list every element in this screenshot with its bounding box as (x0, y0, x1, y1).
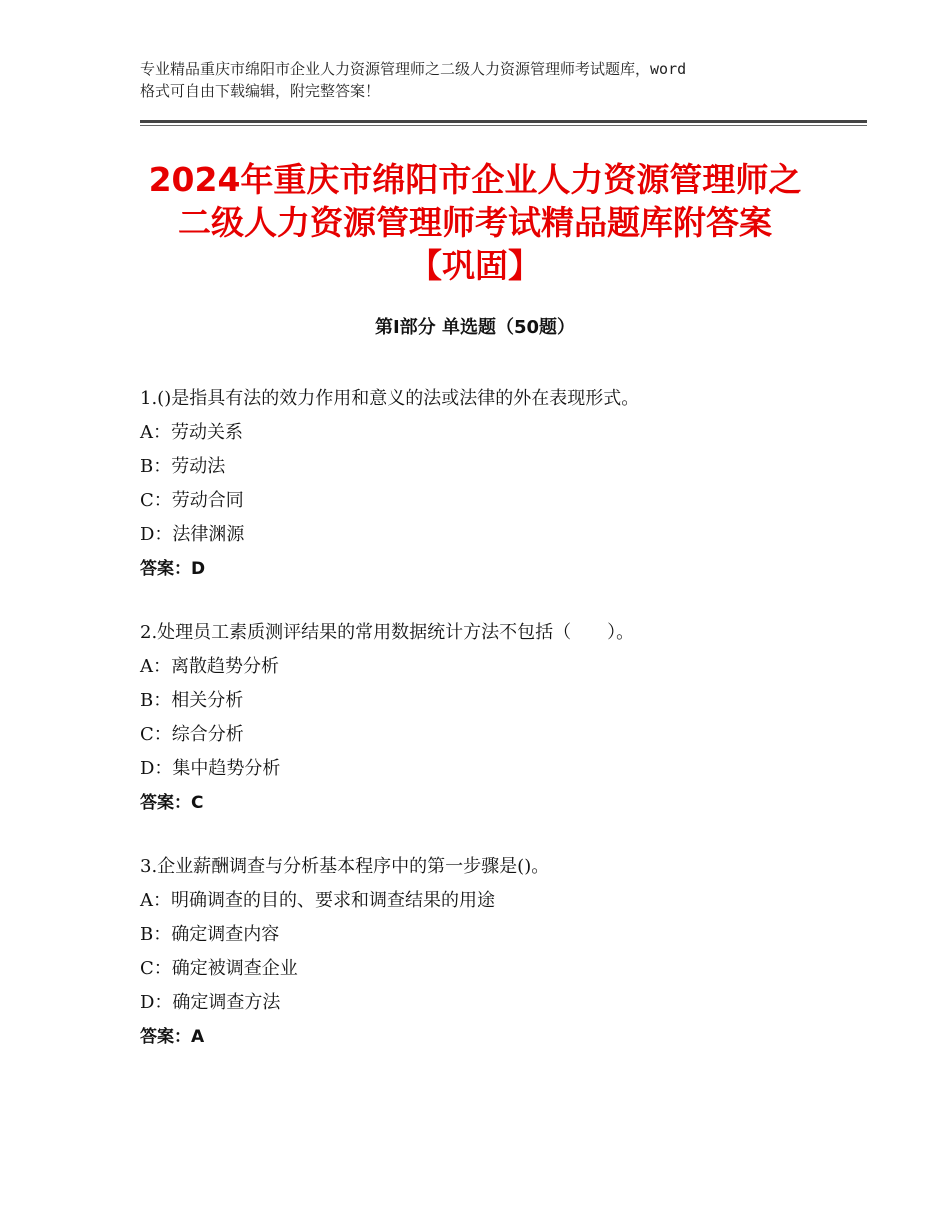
question-stem: 3.企业薪酬调查与分析基本程序中的第一步骤是()。 (140, 856, 550, 877)
option-d: D：集中趋势分析 (140, 758, 281, 779)
option-a: A：离散趋势分析 (140, 656, 279, 677)
header-note-line-2: 格式可自由下载编辑，附完整答案！ (140, 82, 381, 100)
document-title-line-2: 二级人力资源管理师考试精品题库附答案 (178, 203, 772, 242)
question-list (140, 382, 860, 1084)
question-1 (140, 382, 860, 586)
option-a: A：劳动关系 (140, 422, 243, 443)
document-title (100, 158, 850, 287)
answer: 答案：A (140, 1027, 205, 1047)
header-divider-thin (140, 125, 867, 126)
question-stem: 1.()是指具有法的效力作用和意义的法或法律的外在表现形式。 (140, 388, 640, 409)
answer: 答案：D (140, 559, 206, 579)
option-b: B：确定调查内容 (140, 924, 280, 945)
option-c: C：综合分析 (140, 724, 244, 745)
answer: 答案：C (140, 793, 204, 813)
option-b: B：相关分析 (140, 690, 244, 711)
header-divider-thick (140, 120, 867, 123)
option-c: C：劳动合同 (140, 490, 244, 511)
option-c: C：确定被调查企业 (140, 958, 298, 979)
question-3 (140, 850, 860, 1054)
header-note (140, 58, 840, 102)
document-title-line-1: 2024年重庆市绵阳市企业人力资源管理师之 (148, 160, 802, 199)
option-b: B：劳动法 (140, 456, 226, 477)
question-2 (140, 616, 860, 820)
section-title: 第Ⅰ部分 单选题（50题） (374, 317, 575, 338)
header-note-line-1: 专业精品重庆市绵阳市企业人力资源管理师之二级人力资源管理师考试题库，word (140, 60, 687, 78)
option-d: D：法律渊源 (140, 524, 245, 545)
document-title-line-3: 【巩固】 (409, 246, 541, 285)
option-d: D：确定调查方法 (140, 992, 281, 1013)
question-stem: 2.处理员工素质测评结果的常用数据统计方法不包括（ ）。 (140, 622, 635, 643)
option-a: A：明确调查的目的、要求和调查结果的用途 (140, 890, 495, 911)
